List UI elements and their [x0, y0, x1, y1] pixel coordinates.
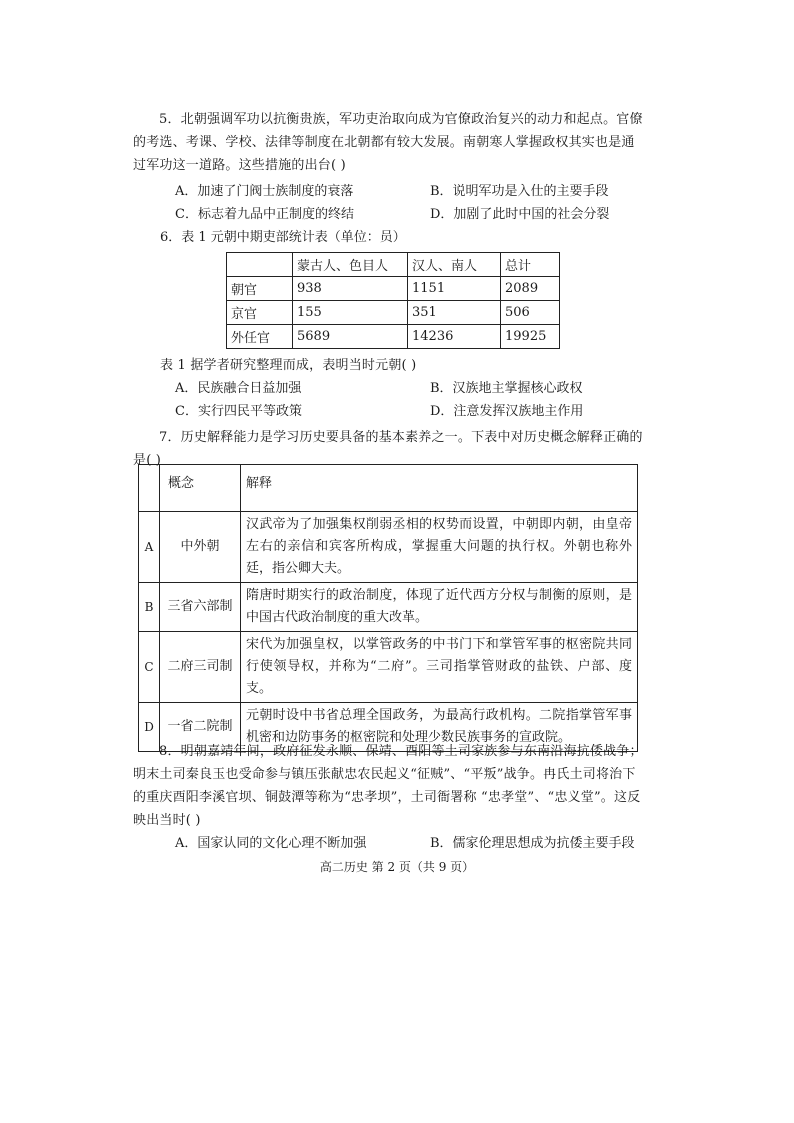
q6-option-c: C．实行四民平等政策	[175, 404, 302, 419]
table-cell: 元朝时设中书省总理全国政务，为最高行政机构。二院指掌管军事机密和边防事务的枢密院和处理少数民族事务的宣政院。	[241, 703, 638, 752]
table-cell: 京官	[227, 301, 293, 325]
q8-option-a: A．国家认同的文化心理不断加强	[175, 836, 367, 851]
table-cell: 19925	[501, 325, 560, 349]
table-cell: 概念	[160, 465, 241, 512]
table-cell: 938	[293, 277, 408, 301]
table-cell: 汉人、南人	[408, 253, 501, 277]
table-cell: 蒙古人、色目人	[293, 253, 408, 277]
q5-option-d: D．加剧了此时中国的社会分裂	[430, 207, 610, 222]
table-row	[139, 632, 638, 703]
table-cell: 外任官	[227, 325, 293, 349]
q8-option-b: B．儒家伦理思想成为抗倭主要手段	[430, 836, 635, 851]
table-cell: 351	[408, 301, 501, 325]
table-cell: 2089	[501, 277, 560, 301]
table-cell: 解释	[241, 465, 638, 512]
table-cell: A	[139, 512, 160, 583]
table-cell: D	[139, 703, 160, 752]
table-cell: 宋代为加强皇权，以掌管政务的中书门下和掌管军事的枢密院共同行使领导权，并称为“二府”。三司指掌管财政的盐铁、户部、度支。	[241, 632, 638, 703]
table-header-row	[227, 253, 560, 277]
table-cell: 1151	[408, 277, 501, 301]
q5-option-b: B．说明军功是入仕的主要手段	[430, 184, 609, 199]
table-cell	[227, 253, 293, 277]
table-cell: 155	[293, 301, 408, 325]
table-cell: 隋唐时期实行的政治制度，体现了近代西方分权与制衡的原则，是中国古代政治制度的重大改革。	[241, 583, 638, 632]
table-cell: 5689	[293, 325, 408, 349]
history-concept-table	[138, 464, 638, 752]
q5-option-a: A．加速了门阀士族制度的衰落	[175, 184, 354, 199]
table-row	[227, 301, 560, 325]
table-cell: 朝官	[227, 277, 293, 301]
question-6-options	[175, 377, 645, 423]
table-cell: 二府三司制	[160, 632, 241, 703]
table-row	[227, 277, 560, 301]
question-8-stem: 8．明朝嘉靖年间，政府征发永顺、保靖、酉阳等土司家族参与东南沿海抗倭战争；明末土司秦良玉也受命参与镇压张献忠农民起义“征贼”、“平叛”战争。冉氏土司将治下的重庆酉阳李溪官坝、铜鼓潭等称为“忠孝坝”，土司衙署称 “忠孝堂”、“忠义堂”。这反映出当时( )	[133, 744, 643, 828]
question-8-options	[175, 832, 645, 855]
table-header-row	[139, 465, 638, 512]
question-5-options	[175, 180, 645, 226]
table-row	[227, 325, 560, 349]
table-cell: 14236	[408, 325, 501, 349]
table-cell: 总计	[501, 253, 560, 277]
table-cell: 汉武帝为了加强集权削弱丞相的权势而设置，中朝即内朝，由皇帝左右的亲信和宾客所构成，掌握重大问题的执行权。外朝也称外廷，指公卿大夫。	[241, 512, 638, 583]
q6-option-a: A．民族融合日益加强	[175, 381, 302, 396]
q6-option-d: D．注意发挥汉族地主作用	[430, 404, 584, 419]
yuan-official-table	[226, 252, 560, 349]
page-footer: 高二历史 第 2 页（共 9 页）	[319, 860, 475, 874]
table-cell: 506	[501, 301, 560, 325]
question-7-stem: 7．历史解释能力是学习历史要具备的基本素养之一。下表中对历史概念解释正确的是( )	[133, 430, 643, 468]
table-row	[139, 512, 638, 583]
table-cell: B	[139, 583, 160, 632]
table-cell: C	[139, 632, 160, 703]
table-cell: 一省二院制	[160, 703, 241, 752]
table-cell	[139, 465, 160, 512]
question-5-stem: 5．北朝强调军功以抗衡贵族，军功吏治取向成为官僚政治复兴的动力和起点。官僚的考选、考课、学校、法律等制度在北朝都有较大发展。南朝寒人掌握政权其实也是通过军功这一道路。这些措施的出台( )	[133, 112, 643, 173]
table-cell: 中外朝	[160, 512, 241, 583]
q5-option-c: C．标志着九品中正制度的终结	[175, 207, 354, 222]
q6-option-b: B．汉族地主掌握核心政权	[430, 381, 583, 396]
table-cell: 三省六部制	[160, 583, 241, 632]
question-6-caption: 6．表 1 元朝中期吏部统计表（单位：员）	[160, 230, 406, 245]
table-row	[139, 583, 638, 632]
question-6-stem: 表 1 据学者研究整理而成，表明当时元朝( )	[160, 358, 417, 373]
